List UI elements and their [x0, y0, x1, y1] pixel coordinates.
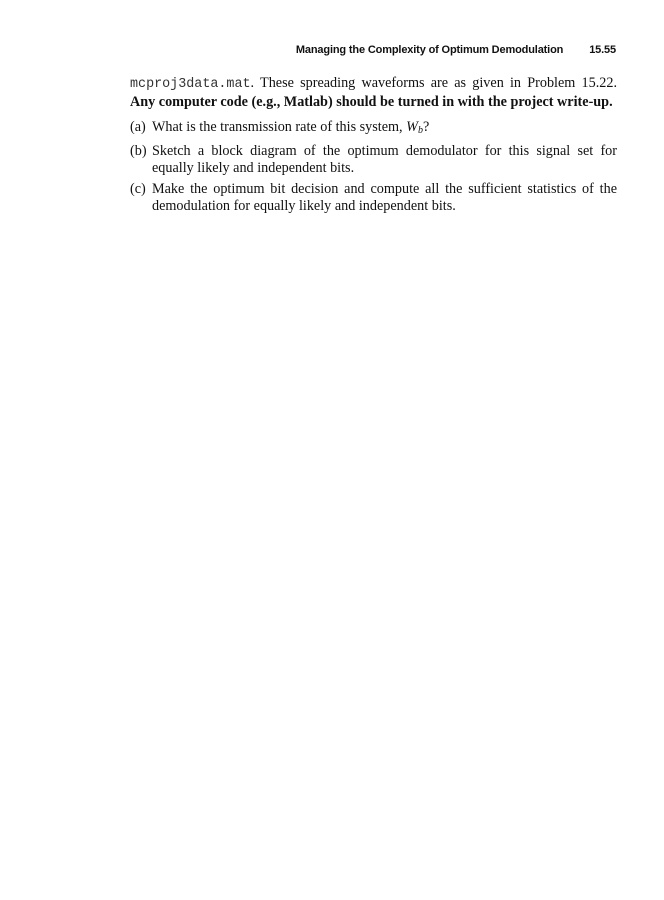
running-header [284, 44, 616, 56]
rate-symbol: W [406, 119, 418, 135]
question-item-b [130, 143, 617, 178]
intro-sentence: . These spreading waveforms are as given in Problem 15.22. [250, 75, 617, 91]
question-text [152, 119, 617, 140]
question-label: (b) [130, 142, 147, 159]
intro-paragraph [130, 75, 617, 111]
question-item-c [130, 181, 617, 216]
question-label: (a) [130, 119, 146, 135]
question-text: Sketch a block diagram of the optimum demodulator for this signal set for equally likely and independent bits. [152, 142, 617, 176]
body-text [130, 75, 617, 219]
page-number: 15.55 [589, 44, 616, 56]
question-label: (c) [130, 180, 146, 197]
question-list [130, 119, 617, 216]
rate-subscript: b [417, 125, 423, 136]
question-text-part: What is the transmission rate of this system, [152, 119, 407, 135]
question-text-end: ? [422, 119, 430, 135]
section-title: Managing the Complexity of Optimum Demodulation [295, 44, 564, 56]
question-text: Make the optimum bit decision and compute all the sufficient statistics of the demodulation for equally likely and independent bits. [152, 180, 617, 214]
question-item-a [130, 119, 617, 140]
code-instruction: Any computer code (e.g., Matlab) should be turned in with the project write-up. [130, 93, 613, 110]
data-filename: mcproj3data.mat [130, 77, 251, 92]
